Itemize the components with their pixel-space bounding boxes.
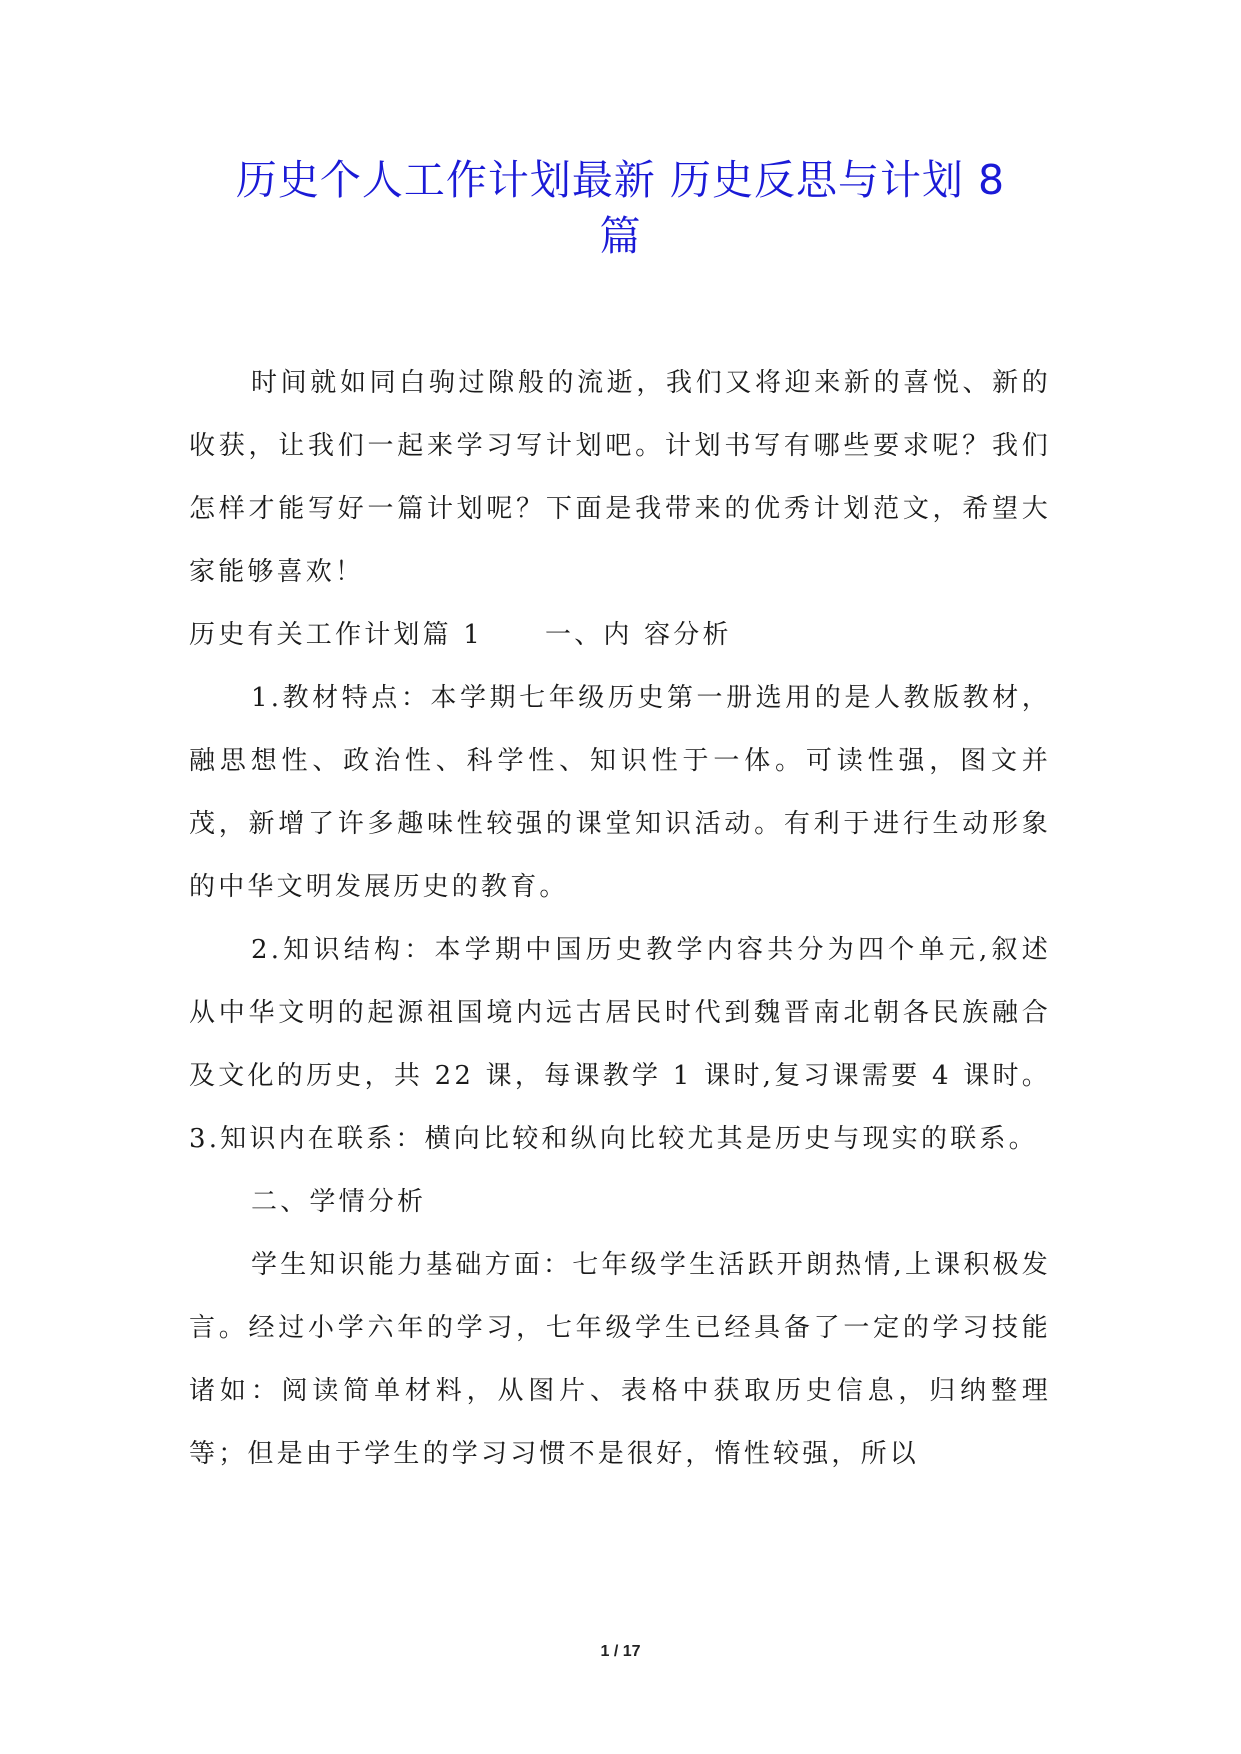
section-heading: 一、内 容分析 [545, 620, 732, 650]
document-title [150, 152, 1091, 264]
document-body [189, 352, 1051, 1486]
section-heading-line [189, 604, 1051, 667]
intro-paragraph: 时间就如同白驹过隙般的流逝，我们又将迎来新的喜悦、新的收获，让我们一起来学习写计划吧。计划书写有哪些要求呢？我们怎样才能写好一篇计划呢？下面是我带来的优秀计划范文，希望大家能够喜欢！ [189, 368, 1051, 587]
paragraph-student-abilities: 学生知识能力基础方面：七年级学生活跃开朗热情,上课积极发言。经过小学六年的学习，七年级学生已经具备了一定的学习技能诸如：阅读简单材料，从图片、表格中获取历史信息，归纳整理等；但是由于学生的学习习惯不是很好，惰性较强，所以 [189, 1250, 1051, 1469]
page-number: 1 / 17 [600, 1643, 641, 1660]
section-label: 历史有关工作计划篇 1 [189, 620, 484, 650]
title-line-1: 历史个人工作计划最新 历史反思与计划 8 [235, 156, 1006, 204]
title-line-2: 篇 [599, 212, 642, 260]
heading-student-analysis: 二、学情分析 [251, 1187, 427, 1217]
paragraph-knowledge-structure: 2.知识结构：本学期中国历史教学内容共分为四个单元,叙述从中华文明的起源祖国境内远古居民时代到魏晋南北朝各民族融合及文化的历史，共 22 课，每课教学 1 课时,复习课需要 4 课时。 3.知识内在联系：横向比较和纵向比较尤其是历史与现实的联系。 [189, 935, 1051, 1154]
paragraph-textbook-features: 1.教材特点：本学期七年级历史第一册选用的是人教版教材，融思想性、政治性、科学性、知识性于一体。可读性强，图文并茂，新增了许多趣味性较强的课堂知识活动。有利于进行生动形象的中华文明发展历史的教育。 [189, 683, 1051, 902]
